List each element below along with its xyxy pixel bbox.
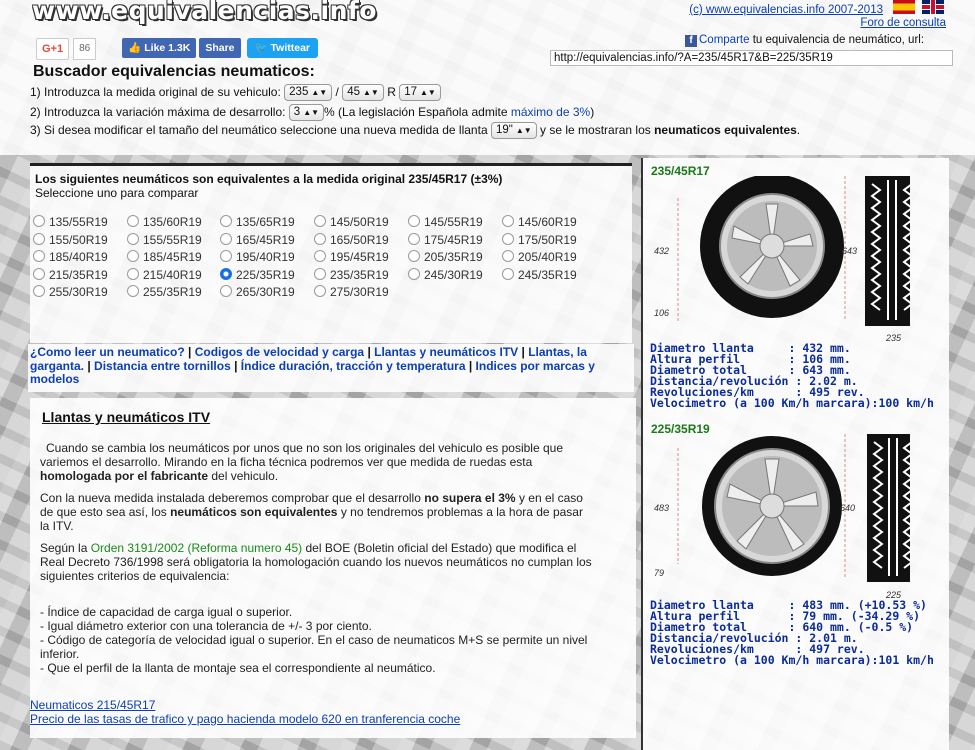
site-logo[interactable]: www.equivalencias.info — [32, 0, 377, 25]
radio-unchecked-icon[interactable] — [220, 250, 232, 262]
tire-option-radio[interactable] — [408, 268, 483, 282]
tire-a-spec-revs: Revoluciones/km : 495 rev. — [650, 385, 865, 399]
variation-value: 3 — [293, 106, 301, 119]
facebook-share-button[interactable]: Share — [199, 38, 240, 58]
radio-unchecked-icon[interactable] — [220, 233, 232, 245]
p1-bold: homologada por el fabricante — [40, 469, 209, 483]
tire-a-diagram — [650, 176, 910, 346]
radio-unchecked-icon[interactable] — [408, 233, 420, 245]
article-paragraph-3 — [40, 541, 595, 583]
tire-option-radio[interactable] — [408, 233, 483, 247]
tire-option-radio[interactable] — [33, 250, 108, 264]
link-sep: | — [230, 358, 241, 373]
link-tasas-trafico[interactable]: Precio de las tasas de trafico y pago hacienda modelo 620 en tranferencia coche — [30, 712, 461, 726]
tire-option-label: 185/45R19 — [143, 250, 202, 264]
tire-option-radio[interactable] — [408, 215, 483, 229]
step-3-after: y se le mostraran los — [540, 123, 655, 137]
tire-option-label: 155/55R19 — [143, 232, 202, 247]
radio-unchecked-icon[interactable] — [33, 268, 45, 280]
radio-unchecked-icon[interactable] — [220, 285, 232, 297]
article-title: Llantas y neumáticos ITV — [42, 409, 211, 425]
link-distancia-tornillos[interactable]: Distancia entre tornillos — [94, 358, 231, 373]
select-arrow-icon: ▲▼ — [420, 88, 436, 98]
tire-option-radio[interactable] — [314, 250, 389, 264]
tire-option-label: 165/45R19 — [236, 232, 295, 247]
tire-option-label: 215/35R19 — [49, 267, 108, 282]
tire-b-spec-revs: Revoluciones/km : 497 rev. — [650, 642, 865, 656]
link-codigos-velocidad[interactable]: Codigos de velocidad y carga — [194, 345, 365, 359]
radio-unchecked-icon[interactable] — [127, 250, 139, 262]
tire-option-label: 135/60R19 — [143, 215, 202, 229]
criteria-1: - Índice de capacidad de carga igual o superior. — [40, 605, 293, 619]
tire-a-profile-dim: 106 — [654, 308, 670, 318]
equivalents-title: Los siguientes neumáticos son equivalentes a la medida original 235/45R17 (±3%) — [35, 172, 503, 186]
tire-option-radio[interactable] — [314, 268, 389, 282]
select-arrow-icon: ▲▼ — [311, 88, 328, 98]
r-label: R — [387, 85, 396, 99]
p3-text: Según la — [40, 541, 91, 555]
tire-a-spec-profile: Altura perfil : 106 mm. — [650, 352, 851, 366]
link-sep: | — [184, 345, 195, 359]
tire-option-radio[interactable] — [220, 268, 295, 282]
tire-option-label: 275/30R19 — [330, 285, 389, 299]
select-arrow-icon: ▲▼ — [363, 88, 379, 98]
step-3-end: . — [796, 123, 801, 137]
copyright-link[interactable]: (c) www.equivalencias.info 2007-2013 — [689, 4, 883, 16]
gplus-count: 86 — [73, 38, 96, 60]
tire-b-title: 225/35R19 — [651, 422, 710, 436]
tire-b-spec-rim: Diametro llanta : 483 mm. (+10.53 %) — [650, 598, 927, 612]
radio-unchecked-icon[interactable] — [127, 268, 139, 280]
orden-boe-link[interactable]: Orden 3191/2002 (Reforma numero 45) — [90, 541, 303, 555]
radio-unchecked-icon[interactable] — [408, 268, 420, 280]
radio-unchecked-icon[interactable] — [33, 250, 45, 262]
rim-value: 17 — [404, 86, 418, 99]
tire-option-label: 205/40R19 — [518, 250, 577, 264]
radio-unchecked-icon[interactable] — [502, 233, 514, 245]
tire-option-radio[interactable] — [220, 215, 295, 229]
article-paragraph-1 — [40, 441, 595, 483]
tire-a-spec-total: Diametro total : 643 mm. — [650, 363, 851, 377]
tire-a-spec-rim: Diametro llanta : 432 mm. — [650, 341, 851, 355]
tire-option-label: 165/50R19 — [330, 232, 389, 247]
topic-links — [30, 346, 630, 387]
radio-unchecked-icon[interactable] — [33, 233, 45, 245]
link-llantas-itv[interactable]: Llantas y neumáticos ITV — [374, 345, 519, 359]
tire-option-label: 245/30R19 — [424, 267, 483, 282]
radio-unchecked-icon[interactable] — [314, 215, 326, 227]
tire-a-specs — [650, 343, 934, 409]
criteria-4: - Que el perfil de la llanta de montaje sea el correspondiente al neumático. — [40, 661, 436, 675]
criteria-3: - Código de categoría de velocidad igual o superior. En el caso de neumaticos M+S se permite un nivel inferior. — [40, 633, 588, 661]
tire-a-spec-distance: Distancia/revolución : 2.02 m. — [650, 374, 858, 388]
radio-unchecked-icon[interactable] — [502, 268, 514, 280]
tire-b-diagram — [650, 434, 910, 599]
tire-option-radio[interactable] — [127, 215, 202, 229]
criteria-2: - Igual diámetro exterior con una tolerancia de +/- 3 por ciento. — [40, 619, 372, 633]
tire-option-label: 155/50R19 — [49, 232, 108, 247]
uk-flag-icon[interactable] — [922, 0, 944, 14]
radio-unchecked-icon[interactable] — [220, 215, 232, 227]
share-link[interactable]: Comparte — [699, 34, 750, 46]
tire-option-radio[interactable] — [314, 233, 389, 247]
radio-unchecked-icon[interactable] — [408, 250, 420, 262]
tire-option-label: 135/55R19 — [49, 215, 108, 229]
facebook-like-button[interactable]: 👍 Like 1.3K — [122, 38, 196, 58]
tire-option-radio[interactable] — [314, 285, 389, 299]
tire-option-label: 205/35R19 — [424, 250, 483, 264]
radio-unchecked-icon[interactable] — [33, 215, 45, 227]
tire-a-width-dim: 235 — [886, 333, 902, 343]
tire-option-label: 145/60R19 — [518, 215, 577, 229]
profile-select[interactable] — [342, 84, 384, 101]
tire-a-title: 235/45R17 — [651, 164, 710, 178]
tire-option-radio[interactable] — [33, 215, 108, 229]
share-url-field[interactable]: http://equivalencias.info/?A=235/45R17&B=225/35R19 — [550, 50, 953, 66]
twitter-label: Twittear — [270, 42, 311, 54]
step-2-after: % (La legislación Española admite — [324, 105, 511, 119]
tire-option-label: 215/40R19 — [143, 267, 202, 282]
tire-option-label: 255/30R19 — [49, 285, 108, 299]
p2-end: y no tendremos problemas a la hora de pasar la ITV. — [40, 505, 583, 533]
tire-option-label: 195/45R19 — [330, 250, 389, 264]
p2-bold-1: no supera el 3% — [424, 491, 516, 505]
p3-end: del BOE (Boletin oficial del Estado) que modifica el Real Decreto 736/1998 será obligatoria la homologación cuando los nuevos neumáticos no cumplan los siguientes criterios de equivalencia: — [40, 541, 592, 583]
link-sep: | — [518, 345, 529, 359]
select-arrow-icon: ▲▼ — [515, 126, 532, 136]
tire-option-label: 135/65R19 — [236, 215, 295, 229]
tire-option-label: 175/50R19 — [518, 232, 577, 247]
link-neumaticos-215[interactable]: Neumaticos 215/45R17 — [30, 698, 156, 712]
tire-option-radio[interactable] — [408, 250, 483, 264]
variation-select[interactable] — [289, 104, 324, 121]
tire-b-spec-distance: Distancia/revolución : 2.01 m. — [650, 631, 858, 645]
tire-b-spec-speedo: Velocimetro (a 100 Km/h marcara):101 km/h — [650, 653, 934, 667]
tire-option-radio[interactable] — [33, 268, 108, 282]
profile-value: 45 — [347, 86, 361, 99]
tire-option-radio[interactable] — [220, 285, 295, 299]
step-3-bold: neumaticos equivalentes — [654, 123, 797, 137]
p2-text: Con la nueva medida instalada deberemos comprobar que el desarrollo — [40, 491, 425, 505]
search-title: Buscador equivalencias neumaticos: — [33, 63, 315, 80]
link-indice-duracion[interactable]: Índice duración, tracción y temperatura — [240, 358, 466, 373]
tire-b-specs — [650, 600, 934, 666]
max-3-link[interactable]: máximo de 3% — [510, 105, 591, 119]
tire-option-label: 235/35R19 — [330, 267, 389, 282]
tire-b-total-dim: 640 — [840, 503, 856, 513]
forum-link[interactable]: Foro de consulta — [860, 17, 946, 29]
tire-b-wheel-icon — [702, 436, 842, 576]
step-2-text: 2) Introduzca la variación máxima de desarrollo: — [30, 105, 286, 119]
equivalents-subtitle: Seleccione uno para comparar — [35, 186, 199, 200]
radio-unchecked-icon[interactable] — [502, 215, 514, 227]
radio-unchecked-icon[interactable] — [502, 250, 514, 262]
spanish-flag-icon[interactable] — [893, 0, 915, 14]
link-sep: | — [84, 358, 95, 373]
rim-select[interactable] — [399, 84, 441, 101]
radio-unchecked-icon[interactable] — [408, 215, 420, 227]
share-text: tu equivalencia de neumático, url: — [749, 34, 925, 46]
step-2 — [30, 103, 594, 121]
facebook-icon: f — [685, 35, 697, 47]
tire-option-label: 185/40R19 — [49, 250, 108, 264]
twitter-button[interactable]: 🐦 Twittear — [247, 38, 318, 58]
tire-option-label: 265/30R19 — [236, 285, 295, 299]
tire-a-wheel-icon — [700, 176, 844, 318]
tire-b-rim-dim: 483 — [654, 503, 670, 513]
new-rim-value: 19" — [495, 124, 513, 137]
tire-option-radio[interactable] — [314, 215, 389, 229]
select-arrow-icon: ▲▼ — [303, 108, 320, 118]
tire-b-profile-dim: 79 — [654, 568, 665, 578]
tire-option-radio[interactable] — [220, 250, 295, 264]
tire-option-label: 175/45R19 — [424, 232, 483, 247]
radio-unchecked-icon[interactable] — [314, 285, 326, 297]
radio-unchecked-icon[interactable] — [127, 285, 139, 297]
tire-option-label: 245/35R19 — [518, 267, 577, 282]
link-garganta[interactable]: Llantas, la garganta. — [30, 345, 587, 373]
new-rim-select[interactable] — [491, 122, 537, 139]
tire-option-radio[interactable] — [33, 285, 108, 299]
step-2-end: ) — [590, 105, 595, 119]
tire-option-radio[interactable] — [502, 215, 577, 229]
radio-unchecked-icon[interactable] — [314, 250, 326, 262]
tire-option-label: 225/35R19 — [236, 267, 295, 282]
step-1-text: 1) Introduzca la medida original de su vehiculo: — [30, 85, 281, 99]
sep-slash: / — [335, 85, 339, 99]
step-3-text: 3) Si desea modificar el tamaño del neumático seleccione una nueva medida de llanta — [30, 123, 488, 137]
tire-b-spec-profile: Altura perfil : 79 mm. (-34.29 %) — [650, 609, 921, 623]
radio-unchecked-icon[interactable] — [127, 215, 139, 227]
tire-b-spec-total: Diametro total : 640 mm. (-0.5 %) — [650, 620, 914, 634]
p2-mid: y en el caso de que esto sea así, los — [40, 491, 583, 519]
tire-a-total-dim: 643 — [842, 246, 858, 256]
radio-unchecked-icon[interactable] — [314, 233, 326, 245]
tire-option-radio[interactable] — [502, 268, 577, 282]
tire-option-radio[interactable] — [33, 233, 108, 247]
tire-option-radio[interactable] — [220, 233, 295, 247]
radio-checked-icon[interactable] — [220, 268, 232, 280]
radio-unchecked-icon[interactable] — [33, 285, 45, 297]
width-value: 235 — [289, 86, 309, 99]
tire-a-rim-dim: 432 — [654, 246, 670, 256]
p2-bold-2: neumáticos son equivalentes — [170, 505, 338, 519]
radio-unchecked-icon[interactable] — [314, 268, 326, 280]
tire-option-label: 145/55R19 — [424, 215, 483, 229]
article-paragraph-2 — [40, 491, 595, 533]
tire-option-radio[interactable] — [127, 285, 202, 299]
tire-option-label: 145/50R19 — [330, 215, 389, 229]
social-buttons — [36, 38, 318, 60]
tire-b-width-dim: 225 — [886, 590, 902, 600]
link-sep: | — [465, 358, 476, 373]
link-leer-neumatico[interactable]: ¿Como leer un neumatico? — [30, 345, 185, 359]
p1-text: Cuando se cambia los neumáticos por unos que no son los originales del vehiculo es posible que variemos el desarrollo. Mirando en la ficha técnica podremos ver que medida de ruedas esta — [40, 441, 563, 469]
link-indices-marcas[interactable]: Indices por marcas y modelos — [30, 358, 595, 386]
facebook-like-label: Like 1.3K — [144, 42, 191, 54]
tire-option-label: 255/35R19 — [143, 285, 202, 299]
share-line — [685, 34, 924, 47]
gplus-button[interactable]: G+1 — [36, 38, 69, 60]
step-3 — [30, 121, 800, 139]
tire-option-radio[interactable] — [502, 250, 577, 264]
tire-option-radio[interactable] — [502, 233, 577, 247]
tire-a-spec-speedo: Velocimetro (a 100 Km/h marcara):100 km/h — [650, 396, 934, 410]
tire-option-label: 195/40R19 — [236, 250, 295, 264]
step-1 — [30, 83, 441, 101]
tire-option-radio[interactable] — [127, 250, 202, 264]
p1-end: del vehiculo. — [208, 469, 279, 483]
tire-option-radio[interactable] — [127, 233, 202, 247]
tire-option-radio[interactable] — [127, 268, 202, 282]
link-sep: | — [364, 345, 375, 359]
width-select[interactable] — [284, 84, 332, 101]
radio-unchecked-icon[interactable] — [127, 233, 139, 245]
